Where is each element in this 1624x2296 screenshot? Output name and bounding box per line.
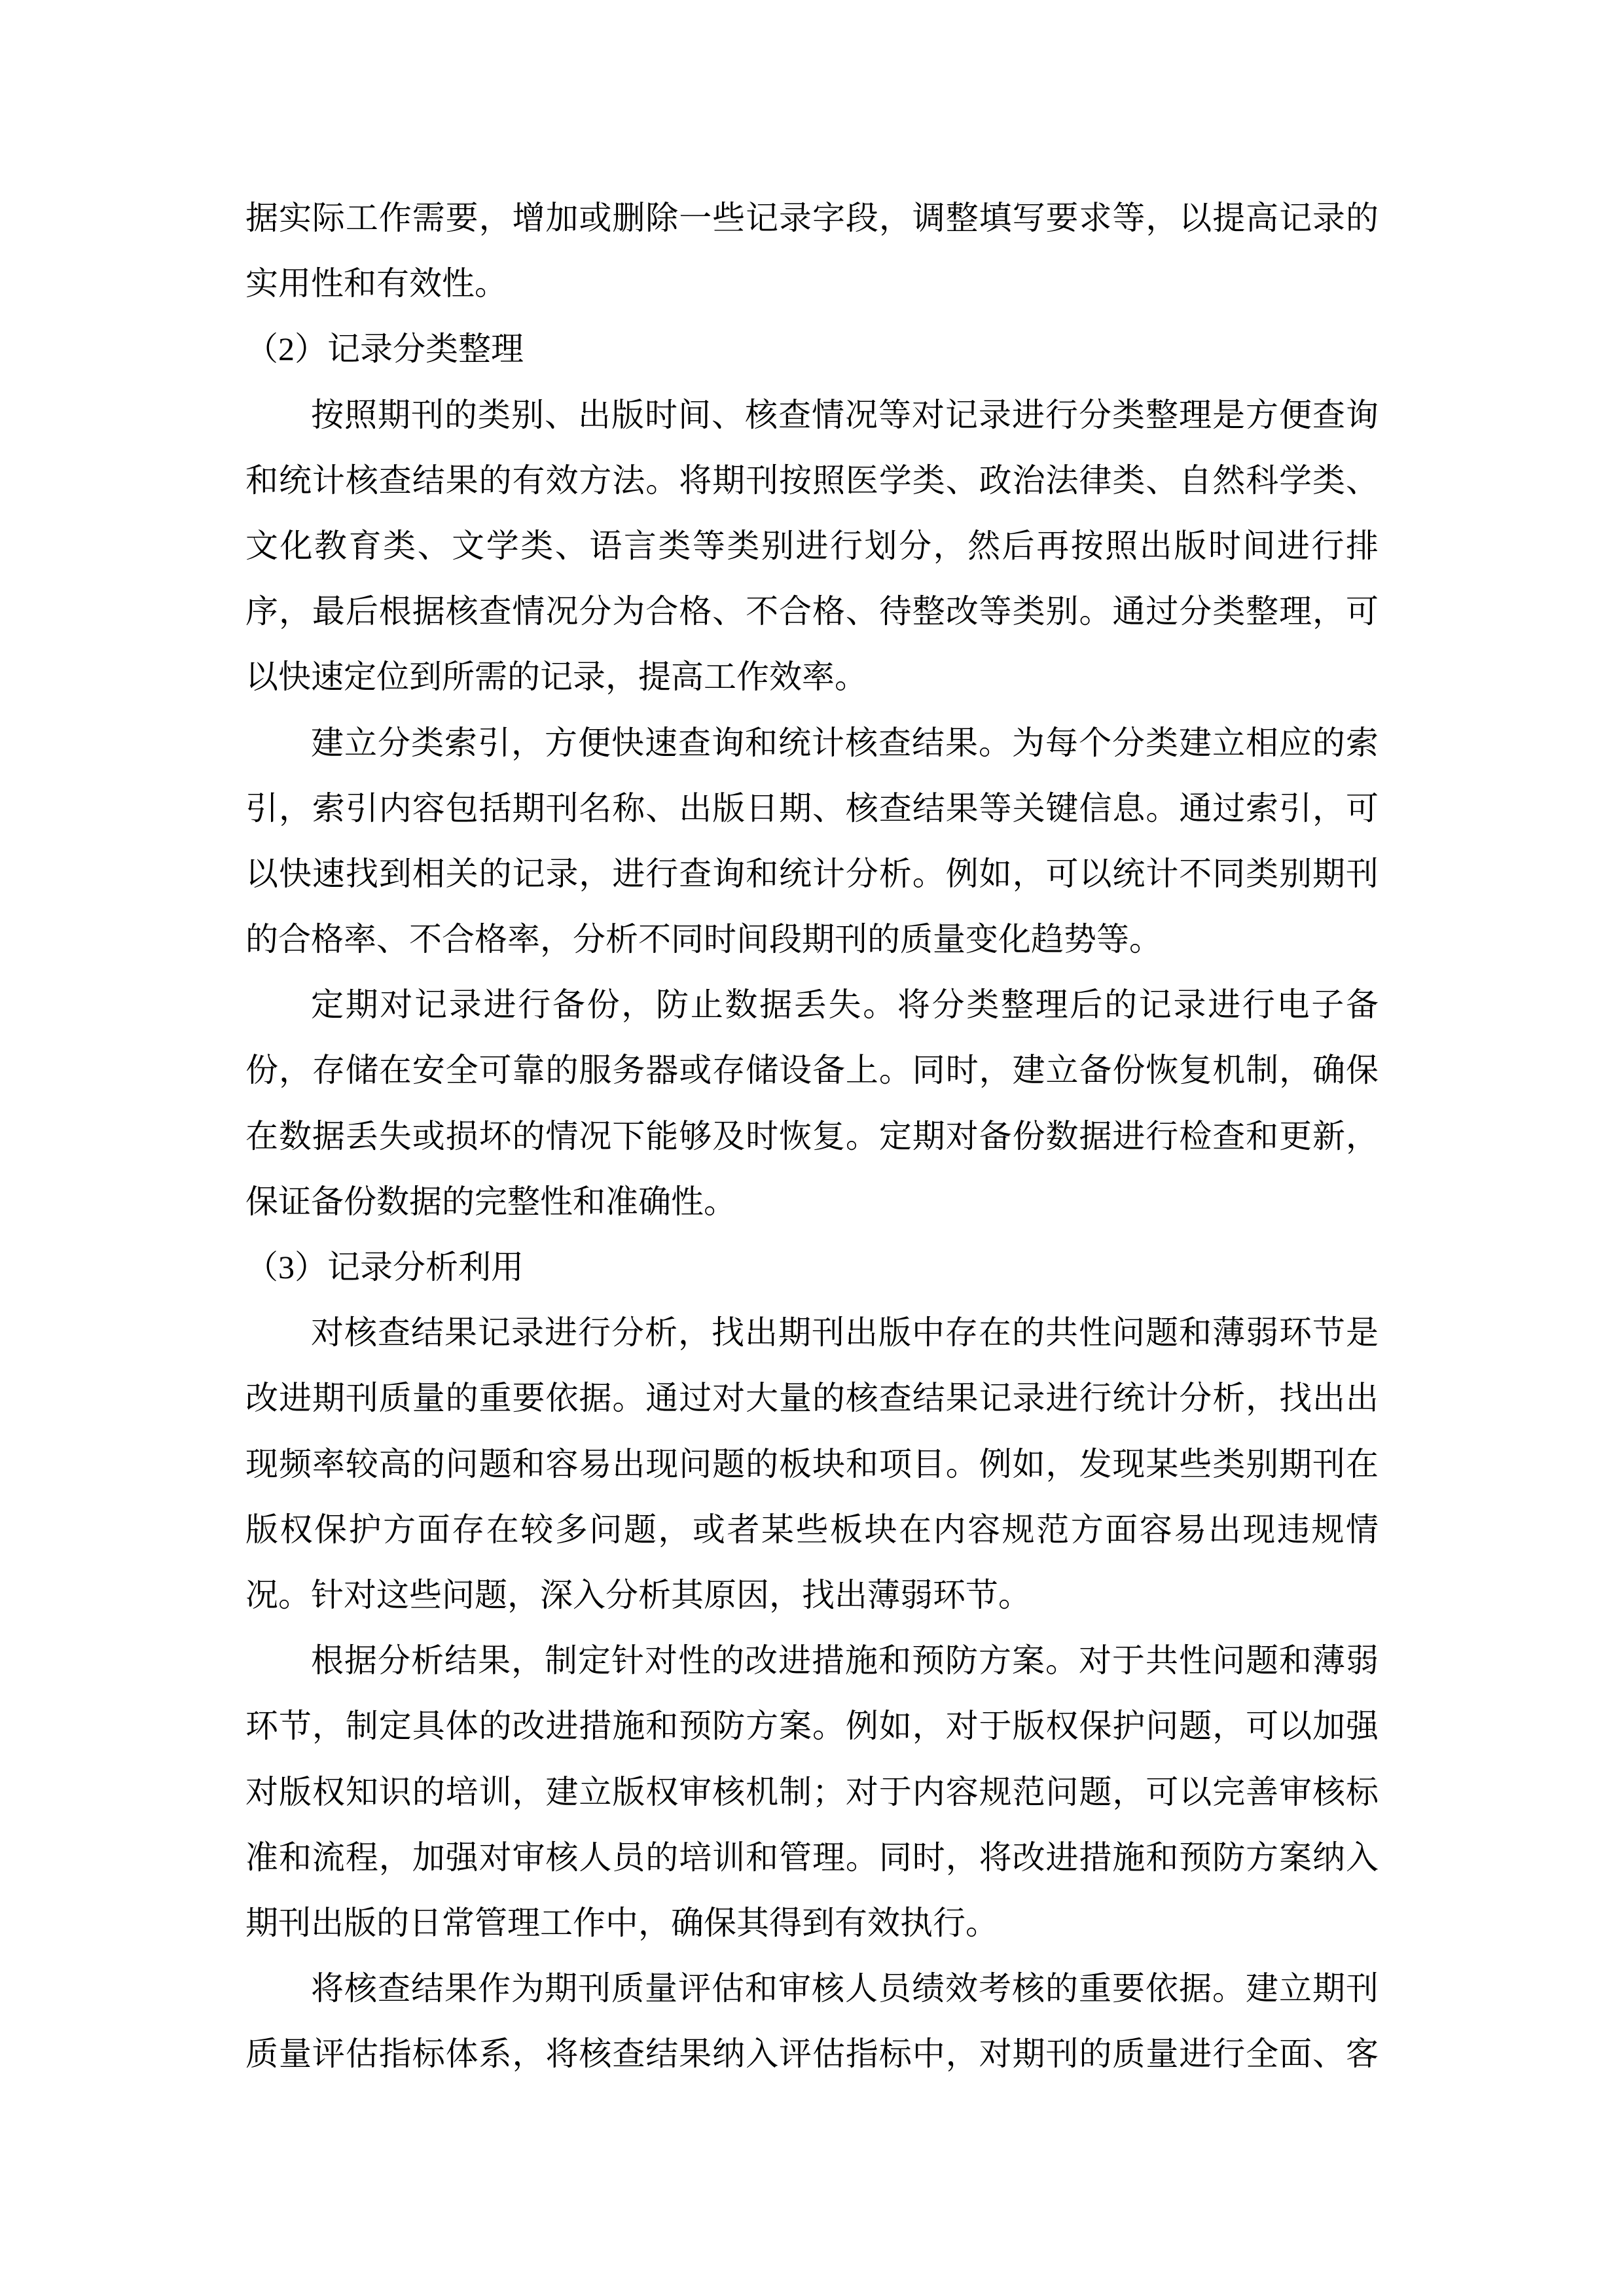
text-line: 序，最后根据核查情况分为合格、不合格、待整改等类别。通过分类整理，可: [245, 593, 1379, 630]
text-line: 对版权知识的培训，建立版权审核机制；对于内容规范问题，可以完善审核标: [245, 1773, 1379, 1810]
text-line: 版权保护方面存在较多问题，或者某些板块在内容规范方面容易出现违规情: [245, 1511, 1379, 1548]
text-line: 在数据丢失或损坏的情况下能够及时恢复。定期对备份数据进行检查和更新，: [245, 1117, 1379, 1155]
text-line: 以快速定位到所需的记录，提高工作效率。: [245, 658, 867, 696]
text-line: 和统计核查结果的有效方法。将期刊按照医学类、政治法律类、自然科学类、: [245, 461, 1379, 499]
text-line: 现频率较高的问题和容易出现问题的板块和项目。例如，发现某些类别期刊在: [245, 1445, 1379, 1482]
text-line: 准和流程，加强对审核人员的培训和管理。同时，将改进措施和预防方案纳入: [245, 1839, 1379, 1876]
text-line: 质量评估指标体系，将核查结果纳入评估指标中，对期刊的质量进行全面、客: [245, 2036, 1379, 2073]
text-line: 建立分类索引，方便快速查询和统计核查结果。为每个分类建立相应的索: [311, 724, 1379, 761]
text-line: 改进期刊质量的重要依据。通过对大量的核查结果记录进行统计分析，找出出: [245, 1380, 1379, 1417]
text-line: 环节，制定具体的改进措施和预防方案。例如，对于版权保护问题，可以加强: [245, 1708, 1379, 1745]
text-body: [245, 185, 1379, 2087]
text-line: 况。针对这些问题，深入分析其原因，找出薄弱环节。: [245, 1576, 1031, 1613]
text-line: 的合格率、不合格率，分析不同时间段期刊的质量变化趋势等。: [245, 921, 1162, 958]
text-line: 按照期刊的类别、出版时间、核查情况等对记录进行分类整理是方便查询: [311, 396, 1379, 433]
text-line: 定期对记录进行备份，防止数据丢失。将分类整理后的记录进行电子备: [311, 986, 1379, 1024]
text-line: 据实际工作需要，增加或删除一些记录字段，调整填写要求等，以提高记录的: [245, 200, 1379, 236]
text-line: 引，索引内容包括期刊名称、出版日期、核查结果等关键信息。通过索引，可: [245, 789, 1379, 827]
text-line: 根据分析结果，制定针对性的改进措施和预防方案。对于共性问题和薄弱: [311, 1642, 1379, 1679]
text-line: 文化教育类、文学类、语言类等类别进行划分，然后再按照出版时间进行排: [245, 527, 1379, 564]
text-line: 份，存储在安全可靠的服务器或存储设备上。同时，建立备份恢复机制，确保: [245, 1052, 1379, 1089]
section-heading: （2）记录分类整理: [245, 331, 524, 368]
text-line: 期刊出版的日常管理工作中，确保其得到有效执行。: [245, 1904, 998, 1941]
section-heading: （3）记录分析利用: [245, 1249, 524, 1285]
text-line: 对核查结果记录进行分析，找出期刊出版中存在的共性问题和薄弱环节是: [311, 1314, 1379, 1352]
text-line: 将核查结果作为期刊质量评估和审核人员绩效考核的重要依据。建立期刊: [311, 1970, 1379, 2007]
text-line: 保证备份数据的完整性和准确性。: [245, 1183, 736, 1220]
text-line: 以快速找到相关的记录，进行查询和统计分析。例如，可以统计不同类别期刊: [245, 855, 1379, 892]
text-line: 实用性和有效性。: [245, 265, 507, 302]
